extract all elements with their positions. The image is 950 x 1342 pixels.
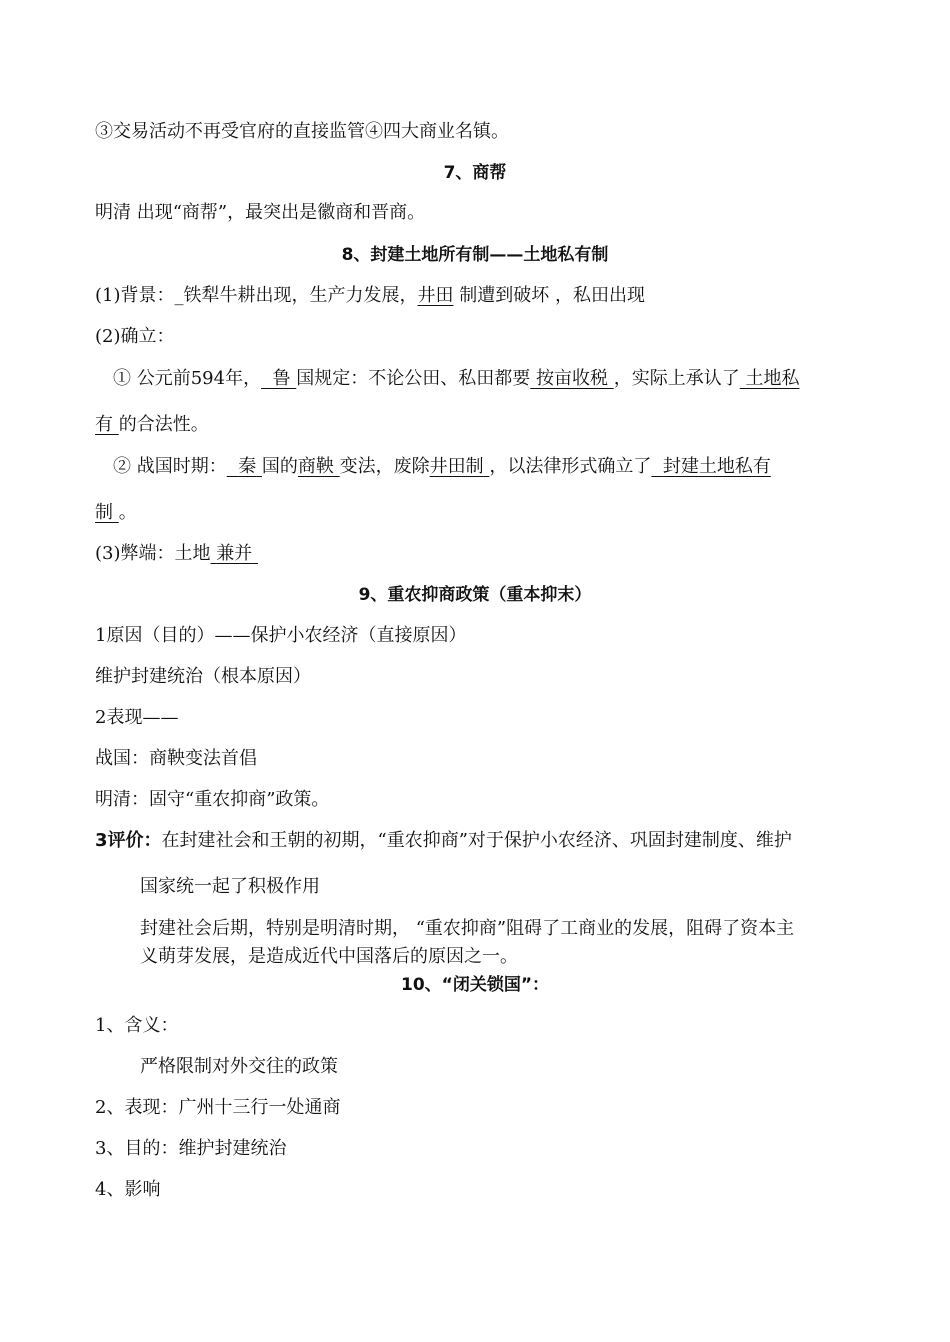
underlined-answer: 井田 [417, 285, 454, 306]
underlined-answer: 鲁 [272, 368, 291, 389]
section-heading-7: 7、商帮 [443, 163, 507, 183]
text: ，以法律形式确立了 [489, 456, 652, 477]
text: ① 公元前594年， [113, 368, 262, 389]
underlined-answer: 制 [95, 502, 113, 523]
text-line: 1、含义： [95, 1015, 179, 1036]
text-line: 严格限制对外交往的政策 [140, 1056, 338, 1077]
underlined-answer: 土地私 [745, 368, 800, 389]
text-line: 明清：固守“重农抑商”政策。 [95, 789, 330, 810]
background-line [95, 285, 645, 307]
text-line: ③交易活动不再受官府的直接监管④四大商业名镇。 [95, 121, 509, 142]
text: 。 [118, 502, 137, 523]
section-heading-8: 8、封建土地所有制——土地私有制 [341, 245, 609, 265]
text: 变法，废除 [339, 456, 430, 477]
text-line: 封建社会后期，特别是明清时期， “重农抑商”阻碍了工商业的发展，阻碍了资本主 [140, 918, 795, 939]
text-line: 1原因（目的）——保护小农经济（直接原因） [95, 625, 467, 646]
text-line: 2表现—— [95, 707, 179, 728]
text-line: 国家统一起了积极作用 [140, 876, 320, 897]
section-heading-9: 9、重农抑商政策（重本抑末） [358, 585, 592, 605]
text-line: 维护封建统治（根本原因） [95, 666, 311, 687]
establish-item-2-cont [95, 502, 137, 524]
text: (3)弊端：土地 [95, 543, 211, 564]
underlined-answer: 井田制 [429, 456, 484, 477]
text-line: 义萌芽发展，是造成近代中国落后的原因之一。 [140, 946, 518, 967]
text: 国规定：不论公田、私田都要 [296, 368, 531, 389]
underlined-answer: 封建土地私有 [662, 456, 771, 477]
underlined-answer: 秦 [238, 456, 257, 477]
establish-item-2 [113, 456, 771, 478]
text: 的合法性。 [118, 414, 209, 435]
establish-item-1 [113, 368, 799, 390]
section-heading-10: 10、“闭关锁国”： [400, 975, 549, 995]
evaluation-line [95, 830, 792, 852]
evaluation-label: 3评价： [95, 830, 162, 851]
underlined-answer: 按亩收税 [536, 368, 608, 389]
text: (1)背景：_铁犁牛耕出现，生产力发展， [95, 285, 418, 306]
text-line: 2、表现：广州十三行一处通商 [95, 1097, 341, 1118]
text: ② 战国时期： [113, 456, 227, 477]
text-line: 4、影响 [95, 1179, 161, 1200]
text-line: (2)确立： [95, 326, 175, 347]
text: 国的 [261, 456, 298, 477]
underlined-answer: 商鞅 [297, 456, 334, 477]
text-line: 战国：商鞅变法首倡 [95, 748, 257, 769]
underlined-answer: 兼并 [216, 543, 253, 564]
text: 在封建社会和王朝的初期，“重农抑商”对于保护小农经济、巩固封建制度、维护 [161, 830, 792, 851]
drawback-line [95, 543, 258, 565]
text: ，实际上承认了 [613, 368, 740, 389]
text-line: 明清 出现“商帮”，最突出是徽商和晋商。 [95, 202, 426, 223]
underlined-answer: 有 [95, 414, 113, 435]
text: 制遭到破坏 ，私田出现 [459, 285, 645, 306]
establish-item-1-cont [95, 414, 209, 436]
text-line: 3、目的：维护封建统治 [95, 1138, 287, 1159]
